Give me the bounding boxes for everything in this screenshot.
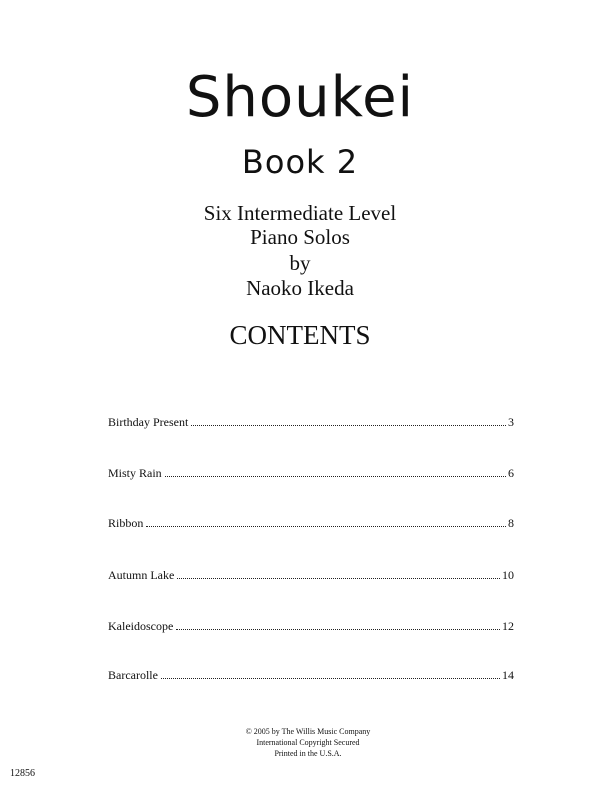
toc-title: Autumn Lake — [108, 568, 175, 582]
toc-entry[interactable] — [108, 668, 514, 682]
subtitle-line-2: Piano Solos — [250, 225, 350, 249]
dot-leader — [191, 425, 506, 426]
toc-page-number: 6 — [508, 466, 514, 480]
toc-entry[interactable] — [108, 466, 514, 480]
toc-page-number: 10 — [502, 568, 514, 582]
toc-title: Birthday Present — [108, 415, 189, 429]
subtitle-line-1: Six Intermediate Level — [203, 201, 397, 225]
book-title: Shoukei — [185, 65, 415, 130]
printed-in: Printed in the U.S.A. — [274, 749, 342, 758]
toc-title: Kaleidoscope — [108, 619, 174, 633]
toc-page-number: 8 — [508, 516, 514, 530]
toc-entry[interactable] — [108, 619, 514, 633]
dot-leader — [146, 526, 506, 527]
toc-page-number: 12 — [502, 619, 514, 633]
toc-page-number: 3 — [508, 415, 514, 429]
catalog-number: 12856 — [10, 768, 35, 779]
contents-heading: CONTENTS — [229, 320, 371, 350]
book-volume: Book 2 — [241, 143, 359, 181]
toc-title: Barcarolle — [108, 668, 158, 682]
toc-entry[interactable] — [108, 516, 514, 530]
subtitle-line-3: by — [289, 251, 311, 275]
dot-leader — [161, 678, 500, 679]
toc-page-number: 14 — [502, 668, 514, 682]
copyright-notice: © 2005 by The Willis Music Company — [245, 727, 371, 736]
toc-entry[interactable] — [108, 415, 514, 429]
composer-name: Naoko Ikeda — [246, 276, 354, 300]
toc-title: Misty Rain — [108, 466, 162, 480]
toc-entry[interactable] — [108, 568, 514, 582]
copyright-secured: International Copyright Secured — [256, 738, 360, 747]
dot-leader — [176, 629, 500, 630]
dot-leader — [177, 578, 500, 579]
dot-leader — [165, 476, 506, 477]
toc-title: Ribbon — [108, 516, 144, 530]
